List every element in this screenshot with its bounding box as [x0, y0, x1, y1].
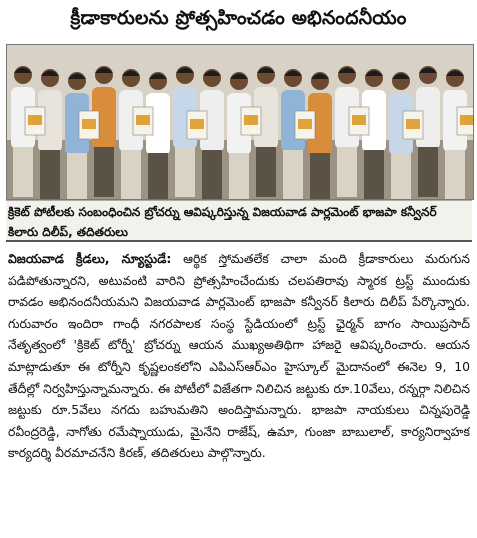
person-trousers: [391, 153, 411, 199]
person-trousers: [256, 147, 276, 197]
brochure-graphic: [406, 119, 420, 129]
brochure: [133, 107, 153, 135]
brochure: [295, 111, 315, 139]
brochure-graphic: [352, 115, 366, 125]
brochure: [403, 111, 423, 139]
person-trousers: [310, 153, 330, 199]
person-trousers: [283, 150, 303, 199]
person-trousers: [202, 150, 222, 199]
article-text: ఆర్థిక స్తోమతలేక చాలా మంది క్రీడాకారులు మరుగున పడిపోతున్నారని, అటువంటి వారిని ప్రోత్సహించేందుకు చలపతిరావు స్మారక ట్రస్ట్ ముందుకు రావడం అభినందనీయమని విజయవాడ పార్లమెంట్ భాజపా కన్వీనర్ కిలారు దిలీప్ పేర్కొన్నారు. గురువారం ఇందిరా గాంధీ నగరపాలక సంస్థ స్టేడియంలో ట్రస్ట్ ఛైర్మన్ బాగం సాయిప్రసాద్ నేతృత్వంలో 'క్రికెట్ టోర్నీ' బ్రోచర్ను ఆయన ముఖ్యఅతిథిగా హాజరై ఆవిష్కరించారు. ఆయన మాట్లాడుతూ ఈ టోర్నీని కృష్ణలంకలోని ఎపిఎస్ఆర్ఎం హైస్కూల్ మైదానంలో ఈనెల 9, 10 తేదీల్లో నిర్వహిస్తున్నామన్నారు. ఈ పోటీలో విజేతగా నిలిచిన జట్టుకు రూ.10వేలు, రన్నర్గా నిలిచిన జట్టుకు రూ.5వేలు నగదు బహుమతిని అందిస్తామన్నారు. భాజపా నాయకులు చిన్నపురెడ్డి రవీంద్రరెడ్డి, నాగోతు రమేష్నాయుడు, మైనేని రాజేష్, ఉమా, గుంజా బాబులాల్, కార్యనిర్వాహక కార్యదర్శి వీరమాచనేని కిరణ్, తదితరులు పాల్గొన్నారు.: [8, 251, 470, 461]
article-body: [8, 248, 470, 532]
brochure: [25, 107, 45, 135]
brochure-graphic: [244, 115, 258, 125]
brochure-graphic: [460, 115, 473, 125]
brochure: [79, 111, 99, 139]
brochure-graphic: [298, 119, 312, 129]
brochure-graphic: [82, 119, 96, 129]
brochure-graphic: [28, 115, 42, 125]
person-trousers: [148, 153, 168, 199]
person-trousers: [121, 150, 141, 199]
photo-illustration: [7, 45, 473, 199]
photo-caption: క్రికెట్ పోటీలకు సంబంధించిన బ్రోచర్ను ఆవిష్కరిస్తున్న విజయవాడ పార్లమెంట్ భాజపా కన్వీనర్ కిలారు దిలీప్, తదితరులు: [6, 200, 472, 242]
brochure: [349, 107, 369, 135]
brochure: [457, 107, 473, 135]
brochure-graphic: [136, 115, 150, 125]
person-trousers: [445, 150, 465, 199]
brochure: [241, 107, 261, 135]
person-trousers: [40, 150, 60, 199]
person-trousers: [418, 147, 438, 197]
group-of-people: [11, 66, 473, 199]
person-trousers: [94, 147, 114, 197]
person-trousers: [229, 153, 249, 199]
headline: క్రీడాకారులను ప్రోత్సహించడం అభినందనీయం: [70, 6, 407, 29]
person-trousers: [13, 147, 33, 197]
article-dateline: విజయవాడ క్రీడలు, న్యూస్టుడే:: [8, 251, 172, 266]
person-trousers: [67, 153, 87, 199]
person-trousers: [364, 150, 384, 199]
news-photo: [6, 44, 474, 200]
brochure: [187, 111, 207, 139]
person-trousers: [337, 147, 357, 197]
person-trousers: [175, 147, 195, 197]
brochure-graphic: [190, 119, 204, 129]
